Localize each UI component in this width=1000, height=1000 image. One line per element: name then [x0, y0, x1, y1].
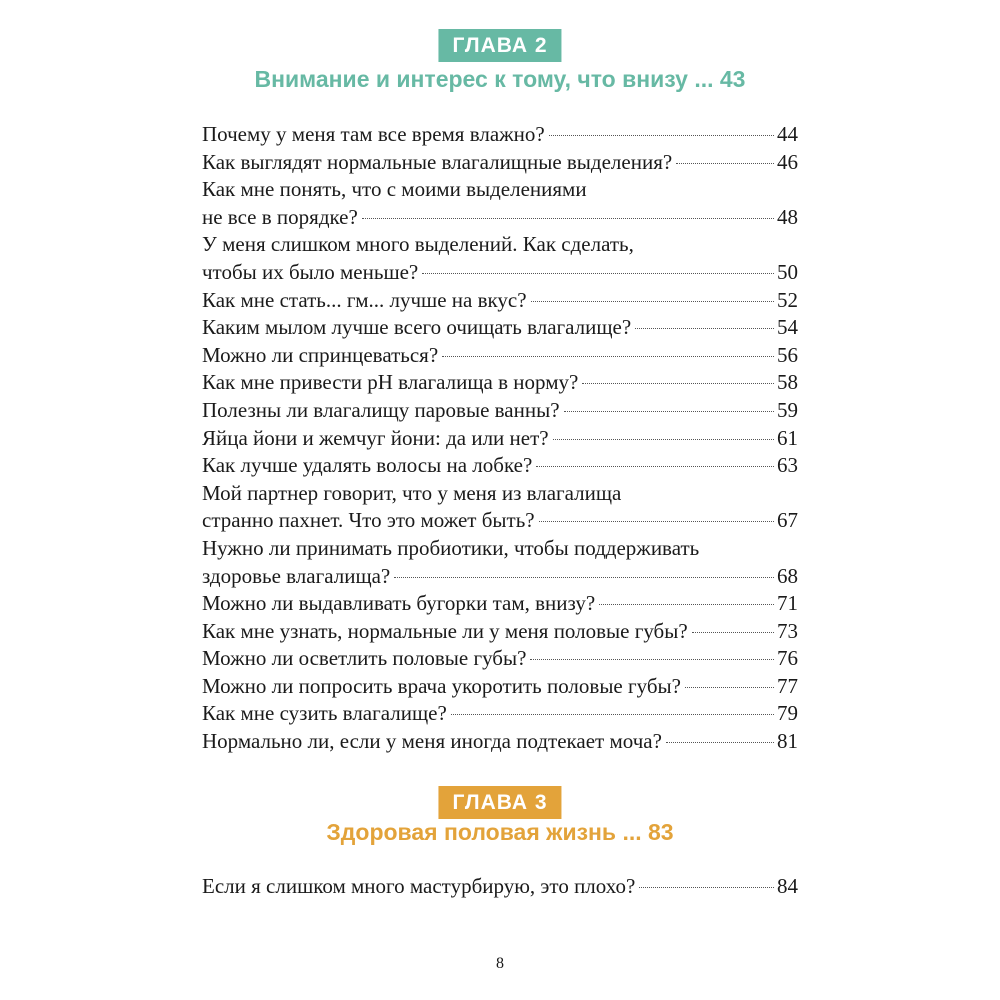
dot-leader	[582, 383, 774, 384]
toc-page-number: 56	[777, 342, 798, 367]
toc-entry-title: Как мне привести pH влагалища в норму?	[202, 370, 579, 395]
toc-entry-row	[202, 149, 798, 177]
toc-entry[interactable]	[202, 452, 798, 480]
toc-entry-row	[202, 204, 798, 232]
dot-leader	[539, 521, 774, 522]
dot-leader	[549, 135, 774, 136]
toc-entry-title: Нормально ли, если у меня иногда подтекает моча?	[202, 729, 662, 754]
dot-leader	[564, 411, 774, 412]
toc-entry-row	[202, 728, 798, 756]
toc-page-number: 63	[777, 453, 798, 478]
toc-entry[interactable]	[202, 369, 798, 397]
toc-entry-row	[202, 452, 798, 480]
toc-entry-row	[202, 645, 798, 673]
toc-page-number: 73	[777, 618, 798, 643]
toc-page-number: 59	[777, 397, 798, 422]
toc-entry-row	[202, 314, 798, 342]
toc-page-number: 50	[777, 259, 798, 284]
toc-entry-title: Можно ли осветлить половые губы?	[202, 646, 527, 671]
toc-entry-title: Как мне стать... гм... лучше на вкус?	[202, 287, 527, 312]
toc-entry-title: Почему у меня там все время влажно?	[202, 122, 545, 146]
toc-entry-row	[202, 563, 798, 591]
toc-page-number: 68	[777, 563, 798, 588]
dot-leader	[553, 439, 774, 440]
dot-leader	[530, 659, 774, 660]
dot-leader	[451, 714, 774, 715]
toc-entry-row	[202, 259, 798, 287]
chapter-3-badge: ГЛАВА 3	[438, 786, 561, 819]
dot-leader	[536, 466, 774, 467]
dot-leader	[639, 887, 774, 888]
toc-entry-row	[202, 590, 798, 618]
toc-entry-title: не все в порядке?	[202, 204, 358, 229]
dot-leader	[362, 218, 774, 219]
toc-entry[interactable]	[202, 314, 798, 342]
dot-leader	[676, 163, 774, 164]
toc-entry-title-line: У меня слишком много выделений. Как сделать,	[202, 232, 634, 257]
toc-page-number: 71	[777, 591, 798, 616]
toc-entry-title: Как лучше удалять волосы на лобке?	[202, 453, 533, 478]
chapter-2-title: Внимание и интерес к тому, что внизу ... 43	[254, 66, 746, 92]
toc-page-number: 58	[777, 370, 798, 395]
toc-entry[interactable]	[202, 231, 798, 286]
dot-leader	[685, 687, 774, 688]
toc-entry-title: здоровье влагалища?	[202, 563, 391, 588]
toc-entry[interactable]	[202, 176, 798, 231]
toc-page-number: 84	[777, 874, 798, 898]
dot-leader	[531, 301, 774, 302]
chapter-2-toc	[202, 121, 798, 756]
toc-entry[interactable]	[202, 618, 798, 646]
toc-entry-title: Как мне узнать, нормальные ли у меня половые губы?	[202, 618, 688, 643]
toc-entry[interactable]	[202, 342, 798, 370]
toc-page-number: 67	[777, 508, 798, 533]
toc-entry-row	[202, 287, 798, 315]
toc-entry-title: Если я слишком много мастурбирую, это плохо?	[202, 874, 636, 898]
toc-page-number: 79	[777, 701, 798, 726]
toc-entry[interactable]	[202, 535, 798, 590]
toc-entry-title: Яйца йони и жемчуг йони: да или нет?	[202, 425, 549, 450]
toc-entry[interactable]	[202, 645, 798, 673]
toc-entry-row	[202, 121, 798, 149]
toc-entry[interactable]	[202, 480, 798, 535]
toc-entry-title: Можно ли спринцеваться?	[202, 342, 439, 367]
toc-entry[interactable]	[202, 287, 798, 315]
chapter-2-badge: ГЛАВА 2	[438, 29, 561, 62]
toc-page-number: 48	[777, 204, 798, 229]
toc-entry[interactable]	[202, 700, 798, 728]
dot-leader	[666, 742, 774, 743]
toc-entry-title: Как выглядят нормальные влагалищные выделения?	[202, 149, 673, 174]
toc-entry-title: Полезны ли влагалищу паровые ванны?	[202, 397, 560, 422]
toc-page-number: 46	[777, 149, 798, 174]
toc-page-number: 77	[777, 673, 798, 698]
toc-page-number: 76	[777, 646, 798, 671]
toc-entry[interactable]	[202, 673, 798, 701]
toc-entry-title-line: Мой партнер говорит, что у меня из влагалища	[202, 480, 622, 505]
dot-leader	[442, 356, 774, 357]
toc-page-number: 52	[777, 287, 798, 312]
toc-entry[interactable]	[202, 121, 798, 149]
toc-entry-title: Можно ли выдавливать бугорки там, внизу?	[202, 591, 596, 616]
toc-entry[interactable]	[202, 728, 798, 756]
dot-leader	[394, 577, 774, 578]
toc-entry[interactable]	[202, 149, 798, 177]
toc-entry-title: Можно ли попросить врача укоротить половые губы?	[202, 673, 681, 698]
toc-entry[interactable]	[202, 425, 798, 453]
toc-entry-title: чтобы их было меньше?	[202, 259, 419, 284]
toc-entry-row	[202, 397, 798, 425]
toc-entry-row	[202, 507, 798, 535]
toc-entry-row	[202, 425, 798, 453]
toc-page-number: 44	[777, 122, 798, 146]
toc-entry[interactable]	[202, 397, 798, 425]
toc-page-number: 61	[777, 425, 798, 450]
toc-entry-title: странно пахнет. Что это может быть?	[202, 508, 535, 533]
toc-entry-row	[202, 873, 798, 901]
toc-entry-row	[202, 700, 798, 728]
dot-leader	[422, 273, 774, 274]
toc-entry-title: Как мне сузить влагалище?	[202, 701, 447, 726]
toc-entry-row	[202, 342, 798, 370]
toc-entry-row	[202, 673, 798, 701]
chapter-3-toc	[202, 873, 798, 901]
toc-page-number: 81	[777, 729, 798, 754]
toc-entry[interactable]	[202, 590, 798, 618]
toc-entry-title-line: Нужно ли принимать пробиотики, чтобы поддерживать	[202, 535, 700, 560]
toc-entry-title: Каким мылом лучше всего очищать влагалище?	[202, 315, 632, 340]
toc-entry-row	[202, 369, 798, 397]
toc-page-number: 54	[777, 315, 798, 340]
dot-leader	[599, 604, 774, 605]
dot-leader	[692, 632, 774, 633]
toc-entry-row	[202, 618, 798, 646]
chapter-3-title: Здоровая половая жизнь ... 83	[326, 819, 674, 845]
toc-entry[interactable]	[202, 873, 798, 901]
toc-entry-title-line: Как мне понять, что с моими выделениями	[202, 177, 587, 202]
page-number: 8	[496, 955, 504, 972]
dot-leader	[635, 328, 774, 329]
